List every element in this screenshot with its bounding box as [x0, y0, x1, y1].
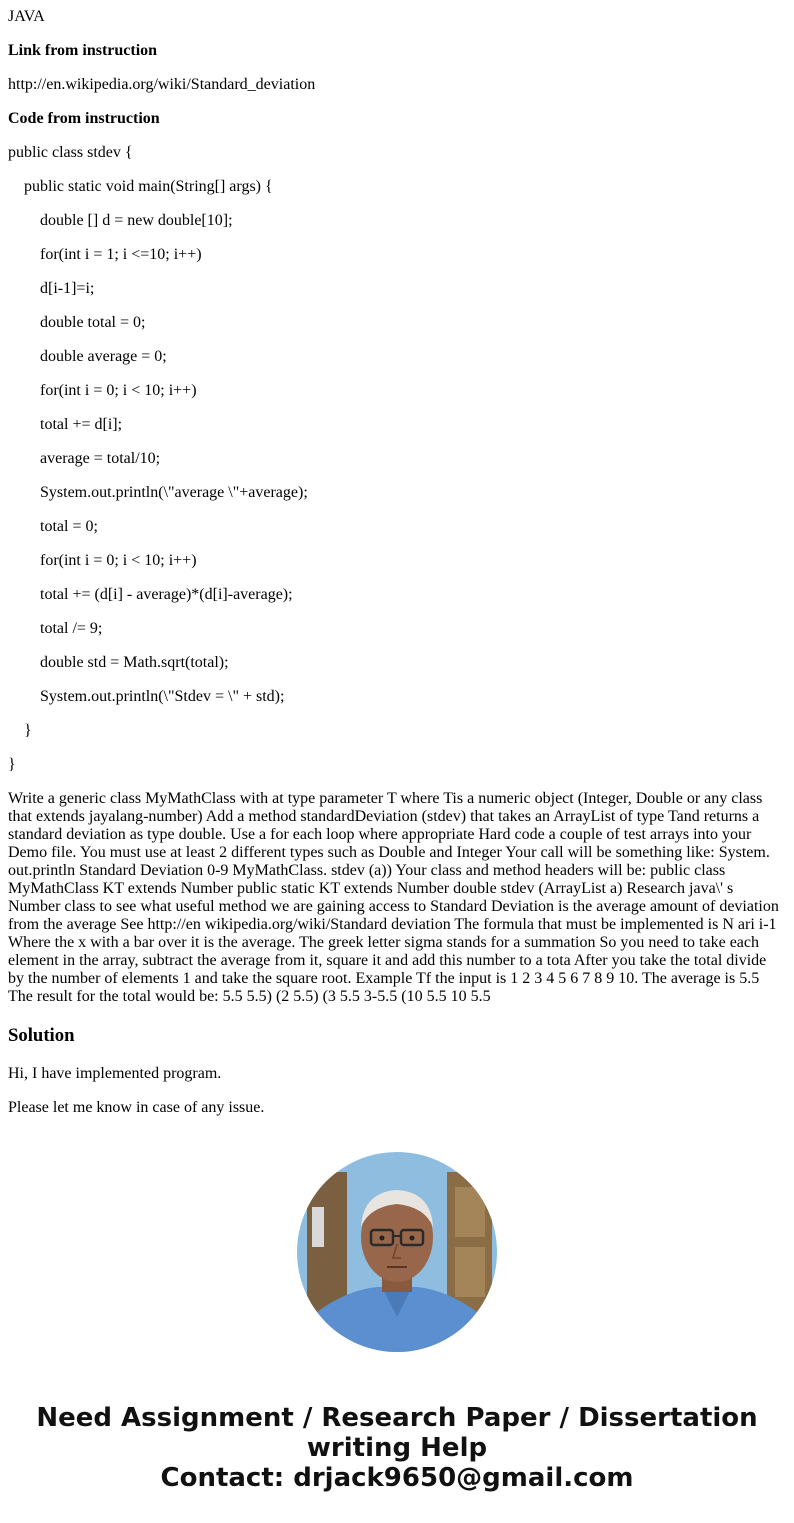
code-line: System.out.println(\"average \"+average); [40, 484, 308, 501]
banner-line: writing Help [306, 1433, 488, 1463]
code-line: } [8, 756, 16, 773]
code-line: double total = 0; [40, 314, 146, 331]
code-line: double average = 0; [40, 348, 167, 365]
solution-text: Please let me know in case of any issue. [8, 1099, 265, 1116]
code-line: double std = Math.sqrt(total); [40, 654, 229, 671]
code-line: total /= 9; [40, 620, 103, 637]
code-line: average = total/10; [40, 450, 161, 467]
language-label: JAVA [8, 8, 45, 25]
solution-heading: Solution [8, 1025, 75, 1046]
code-line: total += (d[i] - average)*(d[i]-average); [40, 586, 293, 603]
author-portrait-image [297, 1152, 497, 1352]
code-line: for(int i = 1; i <=10; i++) [40, 246, 202, 263]
code-line: public class stdev { [8, 144, 133, 161]
banner-line: Need Assignment / Research Paper / Dissertation [36, 1403, 758, 1433]
code-line: for(int i = 0; i < 10; i++) [40, 552, 197, 569]
code-line: public static void main(String[] args) { [24, 178, 273, 195]
problem-description: Write a generic class MyMathClass with at type parameter T where Tis a numeric object (Integer, Double or any class that extends jayalang-number) Add a method standardDeviation (stdev) that takes an ArrayList of type Tand returns a standard deviation as type double. Use a for each loop where appropriate Hard code a couple of test arrays into your Demo file. You must use at least 2 different types such as Double and Integer Your call will be something like: System. out.println Standard Deviation 0-9 MyMathClass. stdev (a)) Your class and method headers will be: public class MyMathClass KT extends Number public static KT extends Number double stdev (ArrayList a) Research java\' s Number class to see what useful method we are gaining access to Standard Deviation is the average amount of deviation from the average See http://en wikipedia.org/wiki/Standard deviation The formula that must be implemented is N ari i-1 Where the x with a bar over it is the average. The greek letter sigma stands for a summation So you need to take each element in the array, subtract the average from it, square it and add this number to a tota After you take the total divide by the number of elements 1 and take the square root. Example Tf the input is 1 2 3 4 5 6 7 8 9 10. The average is 5.5 The result for the total would be: 5.5 5.5) (2 5.5) (3 5.5 3-5.5 (10 5.5 10 5.5 [8, 790, 779, 1005]
code-line: total = 0; [40, 518, 98, 535]
code-line: System.out.println(\"Stdev = \" + std); [40, 688, 285, 705]
contact-email[interactable]: Contact: drjack9650@gmail.com [160, 1463, 634, 1493]
instruction-link[interactable]: http://en.wikipedia.org/wiki/Standard_deviation [8, 76, 316, 93]
code-line: } [24, 722, 32, 739]
code-heading: Code from instruction [8, 110, 160, 127]
code-line: d[i-1]=i; [40, 280, 95, 297]
code-line: double [] d = new double[10]; [40, 212, 233, 229]
link-heading: Link from instruction [8, 42, 158, 59]
author-avatar [297, 1152, 497, 1352]
code-line: for(int i = 0; i < 10; i++) [40, 382, 197, 399]
solution-text: Hi, I have implemented program. [8, 1065, 222, 1082]
code-line: total += d[i]; [40, 416, 123, 433]
contact-banner [0, 1403, 794, 1493]
